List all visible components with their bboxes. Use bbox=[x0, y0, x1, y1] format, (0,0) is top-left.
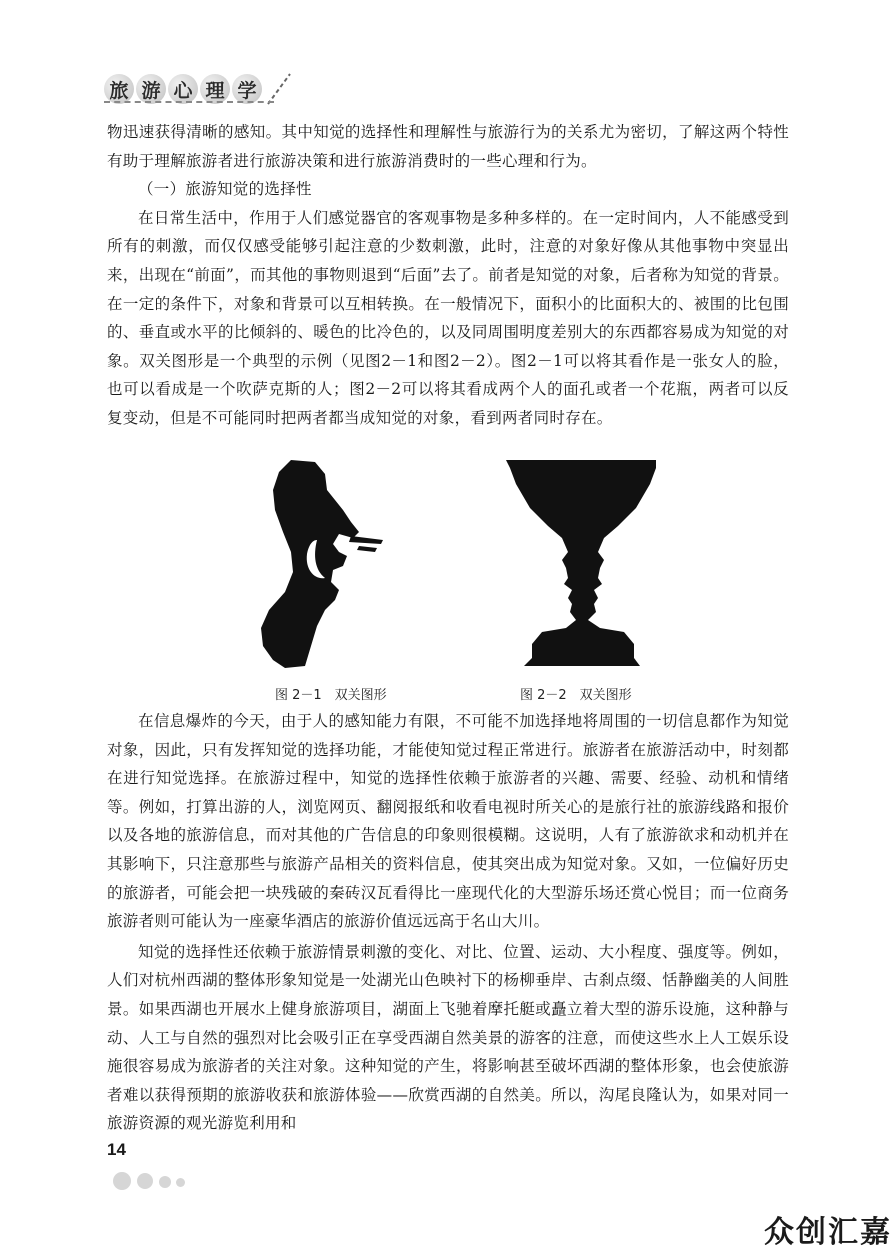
page-number: 14 bbox=[107, 1140, 126, 1159]
paragraph: 物迅速获得清晰的感知。其中知觉的选择性和理解性与旅游行为的关系尤为密切，了解这两个特性有助于理解旅游者进行旅游决策和进行旅游消费时的一些心理和行为。 bbox=[107, 123, 789, 170]
header-char: 学 bbox=[232, 74, 262, 104]
header-char: 理 bbox=[200, 74, 230, 104]
header-char: 旅 bbox=[104, 74, 134, 104]
figure-rubin-vase bbox=[500, 460, 665, 668]
figure-caption: 图 2－1 双关图形 bbox=[275, 688, 387, 703]
section-title: （一）旅游知觉的选择性 bbox=[138, 180, 312, 199]
header-char: 游 bbox=[136, 74, 166, 104]
header-char: 心 bbox=[168, 74, 198, 104]
paragraph: 在信息爆炸的今天，由于人的感知能力有限，不可能不加选择地将周围的一切信息都作为知觉对象，因此，只有发挥知觉的选择功能，才能使知觉过程正常进行。旅游者在旅游活动中，时刻都在进行知觉选择。在旅游过程中，知觉的选择性依赖于旅游者的兴趣、需要、经验、动机和情绪等。例如，打算出游的人，浏览网页、翻阅报纸和收看电视时所关心的是旅行社的旅游线路和报价以及各地的旅游信息，而对其他的广告信息的印象则很模糊。这说明，人有了旅游欲求和动机并在其影响下，只注意那些与旅游产品相关的资料信息，使其突出成为知觉对象。又如，一位偏好历史的旅游者，可能会把一块残破的秦砖汉瓦看得比一座现代化的大型游乐场还赏心悦目；而一位商务旅游者则可能认为一座豪华酒店的旅游价值远远高于名山大川。 bbox=[107, 712, 789, 931]
brand-watermark: 众创汇嘉 bbox=[764, 1215, 892, 1250]
text-block-bottom bbox=[107, 707, 789, 1138]
header-rule bbox=[104, 101, 274, 103]
figure-saxophone-face bbox=[255, 460, 395, 670]
paragraph: 在日常生活中，作用于人们感觉器官的客观事物是多种多样的。在一定时间内，人不能感受到所有的刺激，而仅仅感受能够引起注意的少数刺激，此时，注意的对象好像从其他事物中突显出来，出现在“前面”，而其他的事物则退到“后面”去了。前者是知觉的对象，后者称为知觉的背景。在一定的条件下，对象和背景可以互相转换。在一般情况下，面积小的比面积大的、被围的比包围的、垂直或水平的比倾斜的、暖色的比冷色的，以及同周围明度差别大的东西都容易成为知觉的对象。双关图形是一个典型的示例（见图2－1和图2－2）。图2－1可以将其看作是一张女人的脸，也可以看成是一个吹萨克斯的人；图2－2可以将其看成两个人的面孔或者一个花瓶，两者可以反复变动，但是不可能同时把两者都当成知觉的对象，看到两者同时存在。 bbox=[107, 208, 789, 427]
header-title bbox=[104, 74, 262, 104]
figure-caption: 图 2－2 双关图形 bbox=[520, 688, 632, 703]
text-block-top bbox=[107, 118, 789, 433]
paragraph: 知觉的选择性还依赖于旅游情景刺激的变化、对比、位置、运动、大小程度、强度等。例如，人们对杭州西湖的整体形象知觉是一处湖光山色映衬下的杨柳垂岸、古刹点缀、恬静幽美的人间胜景。如果西湖也开展水上健身旅游项目，湖面上飞驰着摩托艇或矗立着大型的游乐设施，这种静与动、人工与自然的强烈对比会吸引正在享受西湖自然美景的游客的注意，而使这些水上人工娱乐设施很容易成为旅游者的关注对象。这种知觉的产生，将影响甚至破坏西湖的整体形象，也会使旅游者难以获得预期的旅游收获和旅游体验——欣赏西湖的自然美。所以，沟尾良隆认为，如果对同一旅游资源的观光游览利用和 bbox=[107, 942, 789, 1133]
